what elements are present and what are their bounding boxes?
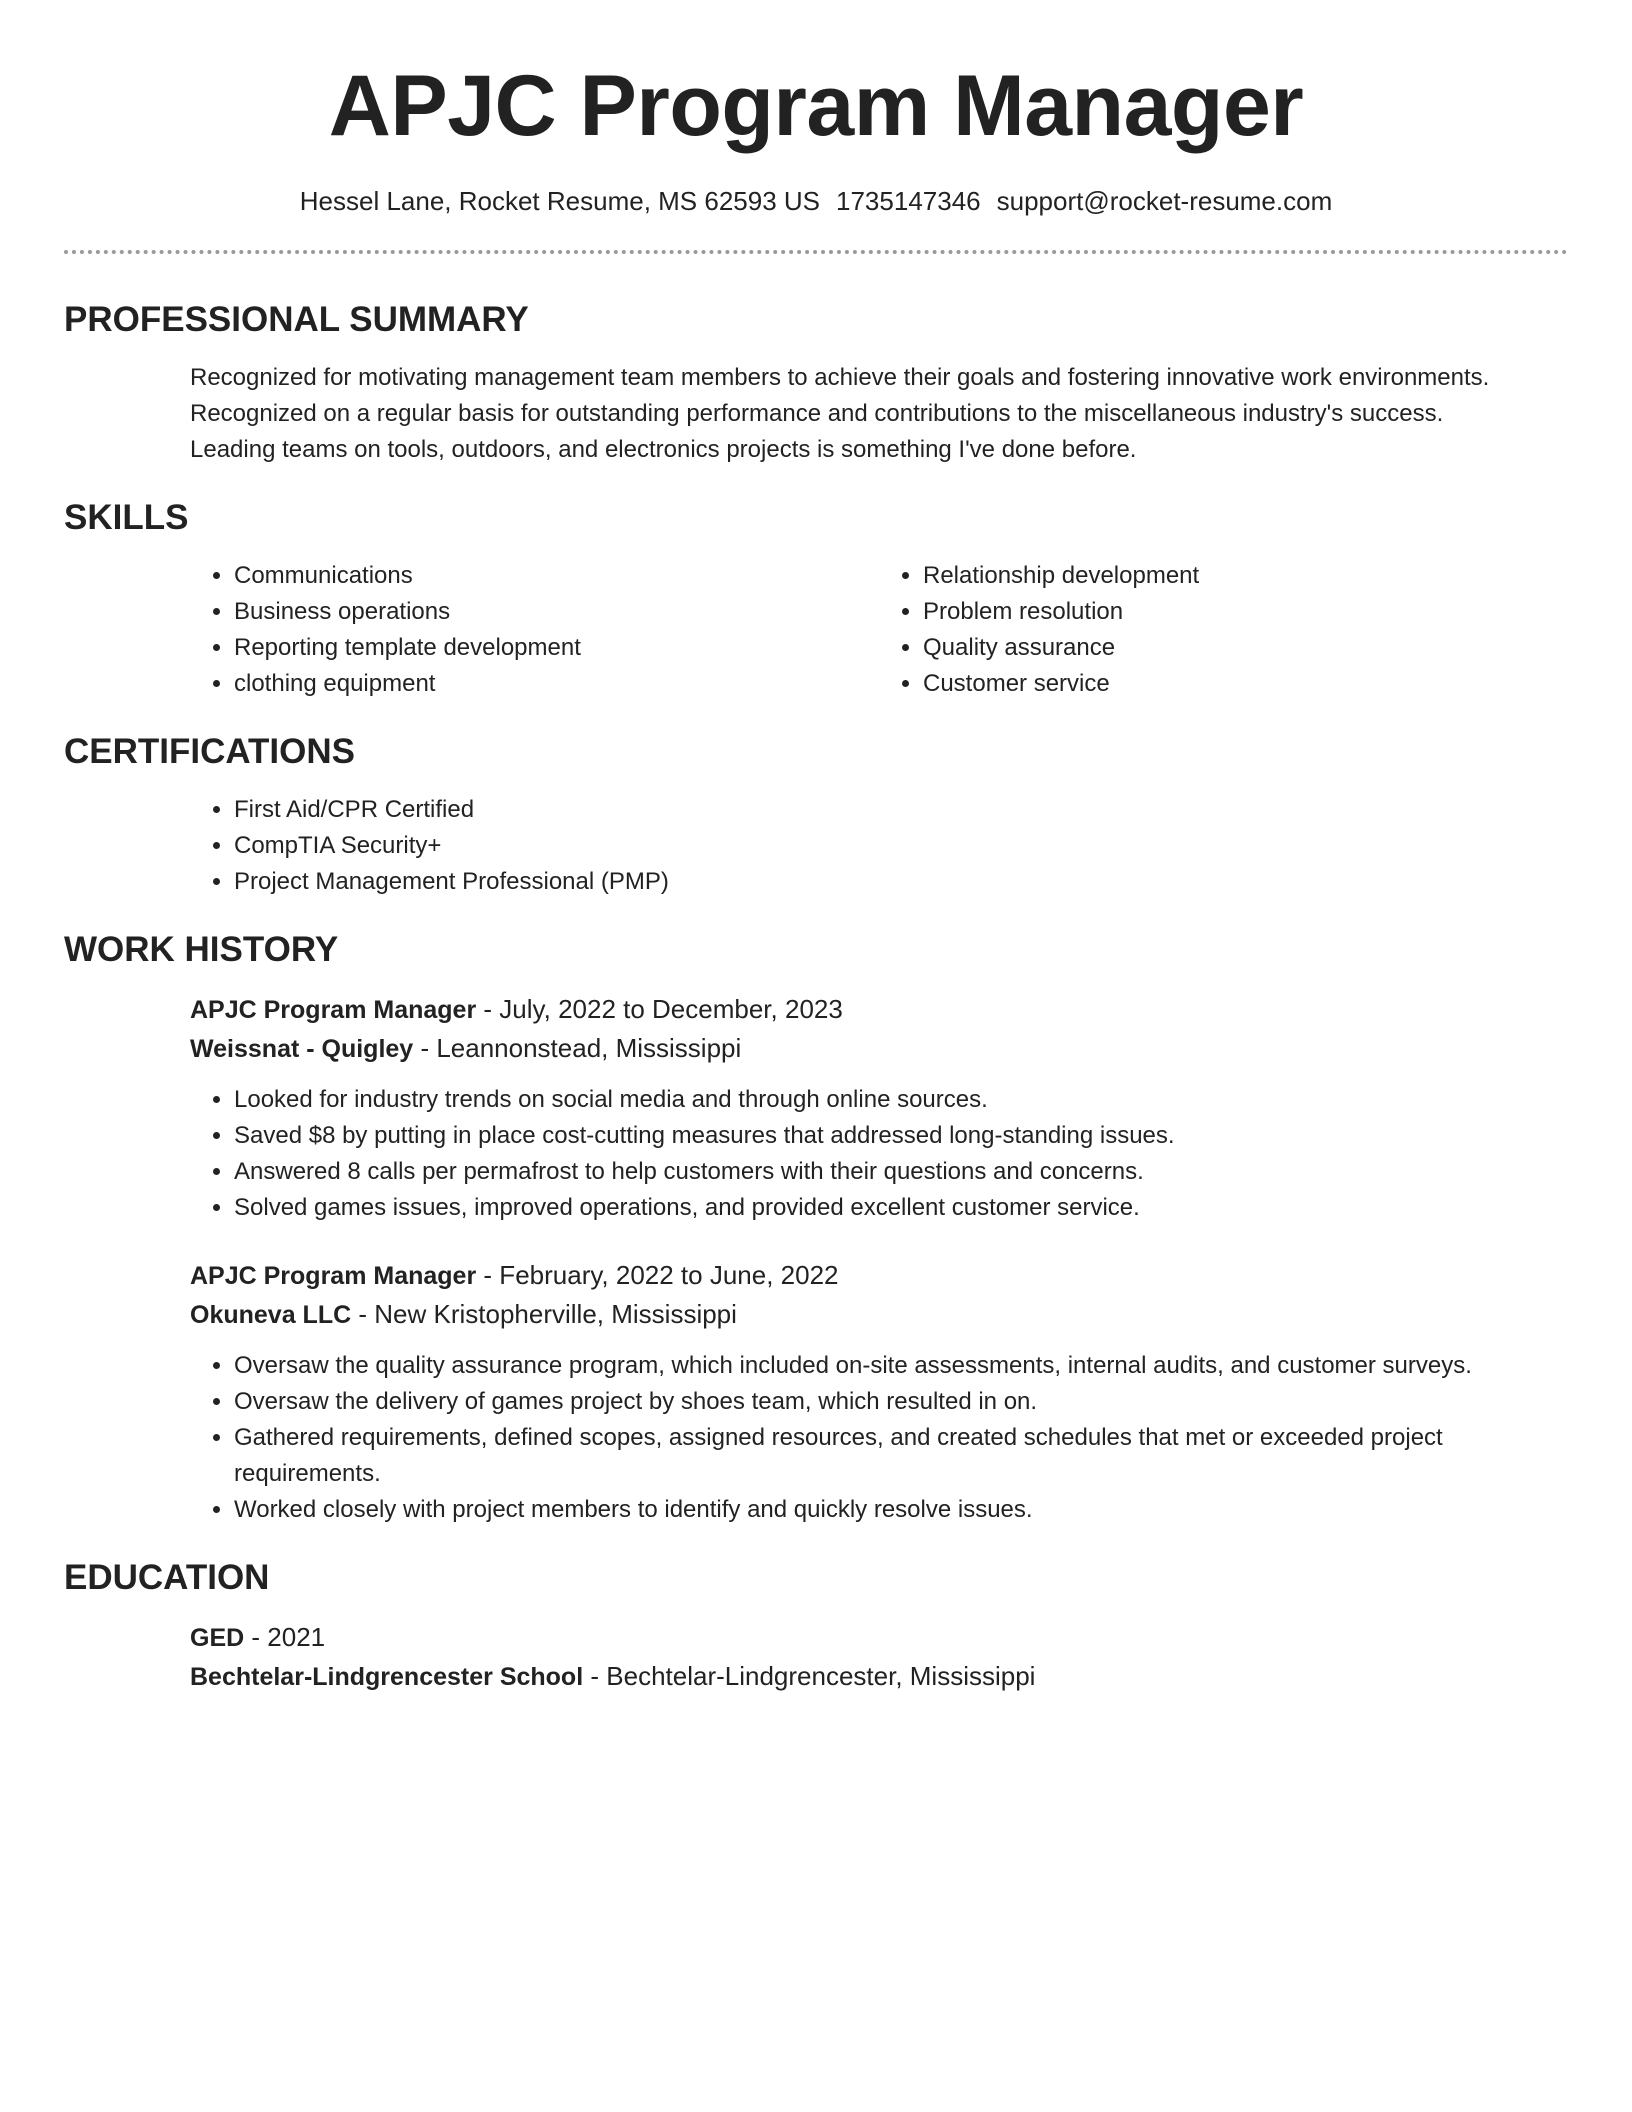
job-company: Okuneva LLC bbox=[190, 1301, 352, 1329]
job-company-line bbox=[190, 1029, 1568, 1068]
skill-item: • Problem resolution bbox=[923, 594, 1568, 630]
contact-phone: 1735147346 bbox=[836, 186, 981, 216]
job-entry bbox=[190, 1256, 1568, 1528]
job-title-line bbox=[190, 990, 1568, 1029]
skill-item: • Quality assurance bbox=[923, 630, 1568, 666]
job-location: - New Kristopherville, Mississippi bbox=[351, 1299, 737, 1329]
certification-item: • First Aid/CPR Certified bbox=[234, 792, 1568, 828]
section-title-work-history: WORK HISTORY bbox=[64, 930, 339, 969]
education-school-line bbox=[190, 1657, 1568, 1696]
certifications-list bbox=[190, 792, 1568, 900]
section-title-certifications: CERTIFICATIONS bbox=[64, 732, 356, 771]
education-degree-line bbox=[190, 1618, 1568, 1657]
job-company-line bbox=[190, 1295, 1568, 1334]
job-bullet: • Answered 8 calls per permafrost to help customers with their questions and concerns. bbox=[234, 1154, 1568, 1190]
contact-address: Hessel Lane, Rocket Resume, MS 62593 US bbox=[299, 186, 821, 216]
education-degree: GED bbox=[190, 1624, 245, 1652]
skill-item: • Relationship development bbox=[923, 558, 1568, 594]
resume-name: APJC Program Manager bbox=[328, 58, 1304, 154]
summary-text bbox=[190, 360, 1568, 468]
education-location: - Bechtelar-Lindgrencester, Mississippi bbox=[583, 1661, 1036, 1691]
contact-line bbox=[64, 184, 1568, 218]
skill-item: • clothing equipment bbox=[234, 666, 879, 702]
job-bullet: • Worked closely with project members to identify and quickly resolve issues. bbox=[234, 1492, 1568, 1528]
job-bullets bbox=[190, 1082, 1568, 1226]
summary-line: Leading teams on tools, outdoors, and electronics projects is something I've done before. bbox=[190, 436, 1137, 463]
skill-item: • Reporting template development bbox=[234, 630, 879, 666]
skill-item: • Customer service bbox=[923, 666, 1568, 702]
job-bullets bbox=[190, 1348, 1568, 1528]
job-role: APJC Program Manager bbox=[190, 1262, 477, 1290]
section-title-summary: PROFESSIONAL SUMMARY bbox=[64, 300, 529, 339]
certification-item: • CompTIA Security+ bbox=[234, 828, 1568, 864]
job-company: Weissnat - Quigley bbox=[190, 1035, 414, 1063]
skills-column-right bbox=[879, 558, 1568, 702]
job-bullet: • Gathered requirements, defined scopes, assigned resources, and created schedules that met or exceeded project requirements. bbox=[234, 1420, 1568, 1492]
job-bullet: • Looked for industry trends on social media and through online sources. bbox=[234, 1082, 1568, 1118]
header-divider bbox=[64, 250, 1568, 254]
job-title-line bbox=[190, 1256, 1568, 1295]
job-bullet: • Saved $8 by putting in place cost-cutting measures that addressed long-standing issues. bbox=[234, 1118, 1568, 1154]
section-title-skills: SKILLS bbox=[64, 498, 189, 537]
section-title-education: EDUCATION bbox=[64, 1558, 270, 1597]
certification-item: • Project Management Professional (PMP) bbox=[234, 864, 1568, 900]
job-entry bbox=[190, 990, 1568, 1226]
job-bullet: • Oversaw the quality assurance program, which included on-site assessments, internal audits, and customer surveys. bbox=[234, 1348, 1568, 1384]
skill-item: • Communications bbox=[234, 558, 879, 594]
education-school: Bechtelar-Lindgrencester School bbox=[190, 1663, 584, 1691]
skill-item: • Business operations bbox=[234, 594, 879, 630]
job-bullet: • Oversaw the delivery of games project by shoes team, which resulted in on. bbox=[234, 1384, 1568, 1420]
job-bullet: • Solved games issues, improved operations, and provided excellent customer service. bbox=[234, 1190, 1568, 1226]
summary-line: Recognized on a regular basis for outstanding performance and contributions to the miscellaneous industry's success. bbox=[190, 400, 1444, 427]
job-dates: - February, 2022 to June, 2022 bbox=[476, 1260, 839, 1290]
job-role: APJC Program Manager bbox=[190, 996, 477, 1024]
education-entry bbox=[190, 1618, 1568, 1696]
skills-list bbox=[190, 558, 1568, 702]
summary-line: Recognized for motivating management team members to achieve their goals and fostering innovative work environments. bbox=[190, 364, 1490, 391]
job-dates: - July, 2022 to December, 2023 bbox=[476, 994, 843, 1024]
job-location: - Leannonstead, Mississippi bbox=[413, 1033, 742, 1063]
skills-column-left bbox=[190, 558, 879, 702]
contact-email: support@rocket-resume.com bbox=[996, 186, 1333, 216]
education-year: - 2021 bbox=[244, 1622, 326, 1652]
